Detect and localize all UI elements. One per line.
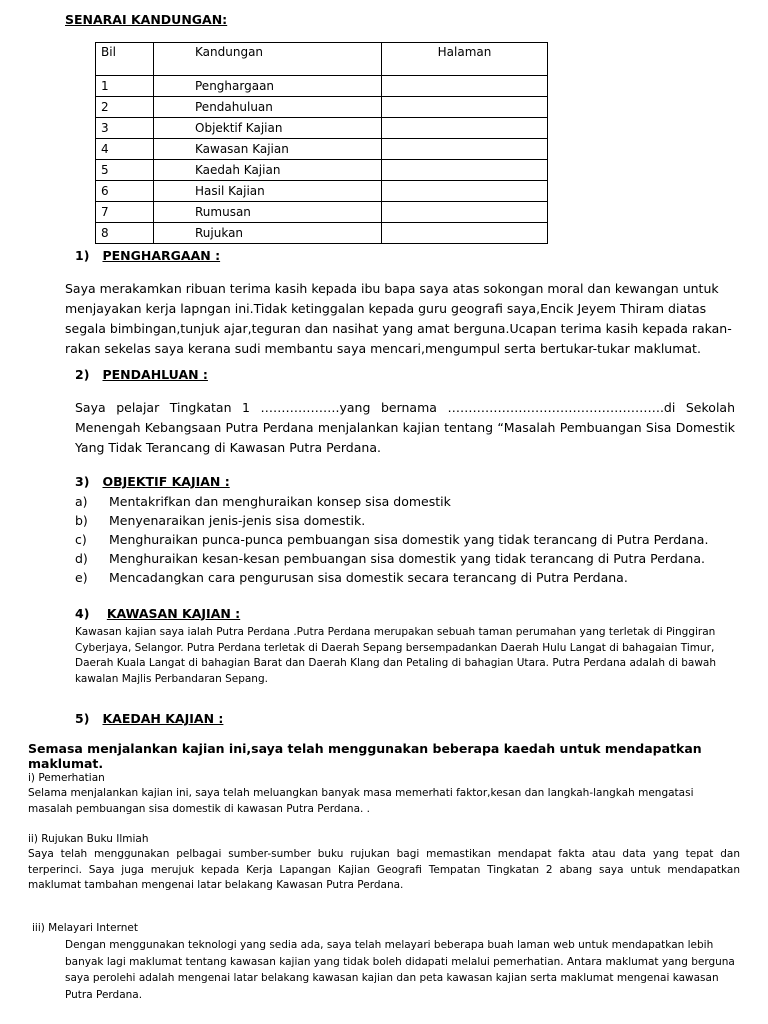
toc-kandungan: Kawasan Kajian xyxy=(154,139,382,160)
section-4-number: 4) xyxy=(75,606,90,621)
toc-header-halaman: Halaman xyxy=(382,43,548,76)
table-row xyxy=(96,202,548,223)
section-1-title: PENGHARGAAN : xyxy=(102,248,221,263)
method-2-title: ii) Rujukan Buku Ilmiah xyxy=(28,833,149,845)
section-4-body: Kawasan kajian saya ialah Putra Perdana .Putra Perdana merupakan sebuah taman perumahan yang terletak di Pinggiran Cyberjaya, Selangor. Putra Perdana terletak di Daerah Sepang bersempadankan Daerah Hulu Langat di bahagaian Timur, Daerah Kuala Langat di bahagian Barat dan Daerah Klang dan Petaling di bahagian Utara. Putra Perdana adalah di bawah kawalan Majlis Perbandaran Sepang. xyxy=(75,626,717,685)
section-5-intro: Semasa menjalankan kajian ini,saya telah menggunakan beberapa kaedah untuk mendapatkan maklumat. xyxy=(28,741,702,771)
section-4-title: KAWASAN KAJIAN : xyxy=(106,606,241,621)
toc-table xyxy=(95,42,548,244)
objective-text: Menghuraikan punca-punca pembuangan sisa domestik yang tidak terancang di Putra Perdana. xyxy=(109,532,709,547)
section-5-title: KAEDAH KAJIAN : xyxy=(102,711,224,726)
toc-bil: 6 xyxy=(96,181,154,202)
toc-halaman xyxy=(382,223,548,244)
section-2-heading xyxy=(75,367,208,382)
method-1-body: Selama menjalankan kajian ini, saya telah meluangkan banyak masa memerhati faktor,kesan dan langkah-langkah mengatasi masalah pembuangan sisa domestik di kawasan Putra Perdana. . xyxy=(28,787,694,815)
table-row xyxy=(96,160,548,181)
table-row xyxy=(96,118,548,139)
toc-halaman xyxy=(382,76,548,97)
method-1-title: i) Pemerhatian xyxy=(28,772,105,784)
objective-label: a) xyxy=(75,494,88,509)
table-row xyxy=(96,97,548,118)
toc-bil: 4 xyxy=(96,139,154,160)
objective-label: b) xyxy=(75,513,88,528)
toc-bil: 2 xyxy=(96,97,154,118)
list-item xyxy=(75,549,705,568)
section-2-body: Saya pelajar Tingkatan 1 ……………….yang bernama …………………………………………….di Sekolah Menengah Kebangsaan Putra Perdana menjalankan kajian tentang “Masalah Pembuangan Sisa Domestik Yang Tidak Terancang di Kawasan Putra Perdana. xyxy=(75,400,735,455)
toc-kandungan: Pendahuluan xyxy=(154,97,382,118)
toc-header-bil: Bil xyxy=(96,43,154,76)
toc-header-row xyxy=(96,43,548,76)
list-item xyxy=(75,530,708,549)
toc-header-kandungan: Kandungan xyxy=(154,43,382,76)
table-row xyxy=(96,181,548,202)
toc-bil: 8 xyxy=(96,223,154,244)
section-5-number: 5) xyxy=(75,711,90,726)
table-row xyxy=(96,139,548,160)
section-5-heading xyxy=(75,711,223,726)
toc-kandungan: Hasil Kajian xyxy=(154,181,382,202)
toc-halaman xyxy=(382,181,548,202)
toc-kandungan: Objektif Kajian xyxy=(154,118,382,139)
objective-text: Menyenaraikan jenis-jenis sisa domestik. xyxy=(109,513,366,528)
section-4-heading xyxy=(75,606,240,621)
method-2-body: Saya telah menggunakan pelbagai sumber-sumber buku rujukan bagi memastikan mendapat fakta atau data yang tepat dan terperinci. Saya juga merujuk kepada Kerja Lapangan Kajian Geografi Tempatan Tingkatan 2 abang saya untuk mendapatkan maklumat tambahan mengenai latar belakang Kawasan Putra Perdana. xyxy=(28,848,740,891)
table-row xyxy=(96,223,548,244)
toc-kandungan: Penghargaan xyxy=(154,76,382,97)
method-3-title: iii) Melayari Internet xyxy=(32,922,138,934)
section-1-number: 1) xyxy=(75,248,90,263)
toc-bil: 7 xyxy=(96,202,154,223)
list-item xyxy=(75,492,451,511)
list-item xyxy=(75,511,365,530)
toc-kandungan: Rumusan xyxy=(154,202,382,223)
toc-bil: 1 xyxy=(96,76,154,97)
section-2-title: PENDAHLUAN : xyxy=(102,367,208,382)
toc-halaman xyxy=(382,202,548,223)
section-3-heading xyxy=(75,474,230,489)
toc-halaman xyxy=(382,160,548,181)
objective-label: c) xyxy=(75,532,87,547)
toc-bil: 3 xyxy=(96,118,154,139)
section-3-number: 3) xyxy=(75,474,90,489)
list-item xyxy=(75,568,628,587)
method-3-body: Dengan menggunakan teknologi yang sedia ada, saya telah melayari beberapa buah laman web untuk mendapatkan lebih banyak lagi maklumat tentang kawasan kajian yang tidak boleh didapati melalui pemerhatian. Antara maklumat yang berguna saya perolehi adalah mengenai latar belakang kawasan kajian dan peta kawasan kajian serta maklumat mengenai kawasan Putra Perdana. xyxy=(65,939,735,1001)
toc-kandungan: Kaedah Kajian xyxy=(154,160,382,181)
toc-kandungan: Rujukan xyxy=(154,223,382,244)
toc-halaman xyxy=(382,139,548,160)
toc-halaman xyxy=(382,118,548,139)
objective-label: e) xyxy=(75,570,88,585)
section-1-heading xyxy=(75,248,220,263)
toc-bil: 5 xyxy=(96,160,154,181)
objective-label: d) xyxy=(75,551,88,566)
section-2-number: 2) xyxy=(75,367,90,382)
toc-halaman xyxy=(382,97,548,118)
section-1-body: Saya merakamkan ribuan terima kasih kepada ibu bapa saya atas sokongan moral dan kewangan untuk menjayakan kerja lapngan ini.Tidak ketinggalan kepada guru geografi saya,Encik Jeyem Thiram diatas segala bimbingan,tunjuk ajar,teguran dan nasihat yang amat berguna.Ucapan terima kasih kepada rakan-rakan sekelas saya kerana sudi membantu saya mencari,mengumpul serta bertukar-tukar maklumat. xyxy=(65,281,732,356)
toc-title: SENARAI KANDUNGAN: xyxy=(65,12,228,27)
objective-text: Mentakrifkan dan menghuraikan konsep sisa domestik xyxy=(109,494,451,509)
section-3-title: OBJEKTIF KAJIAN : xyxy=(102,474,230,489)
objective-text: Mencadangkan cara pengurusan sisa domestik secara terancang di Putra Perdana. xyxy=(109,570,628,585)
table-row xyxy=(96,76,548,97)
objective-text: Menghuraikan kesan-kesan pembuangan sisa domestik yang tidak terancang di Putra Perdana. xyxy=(109,551,705,566)
